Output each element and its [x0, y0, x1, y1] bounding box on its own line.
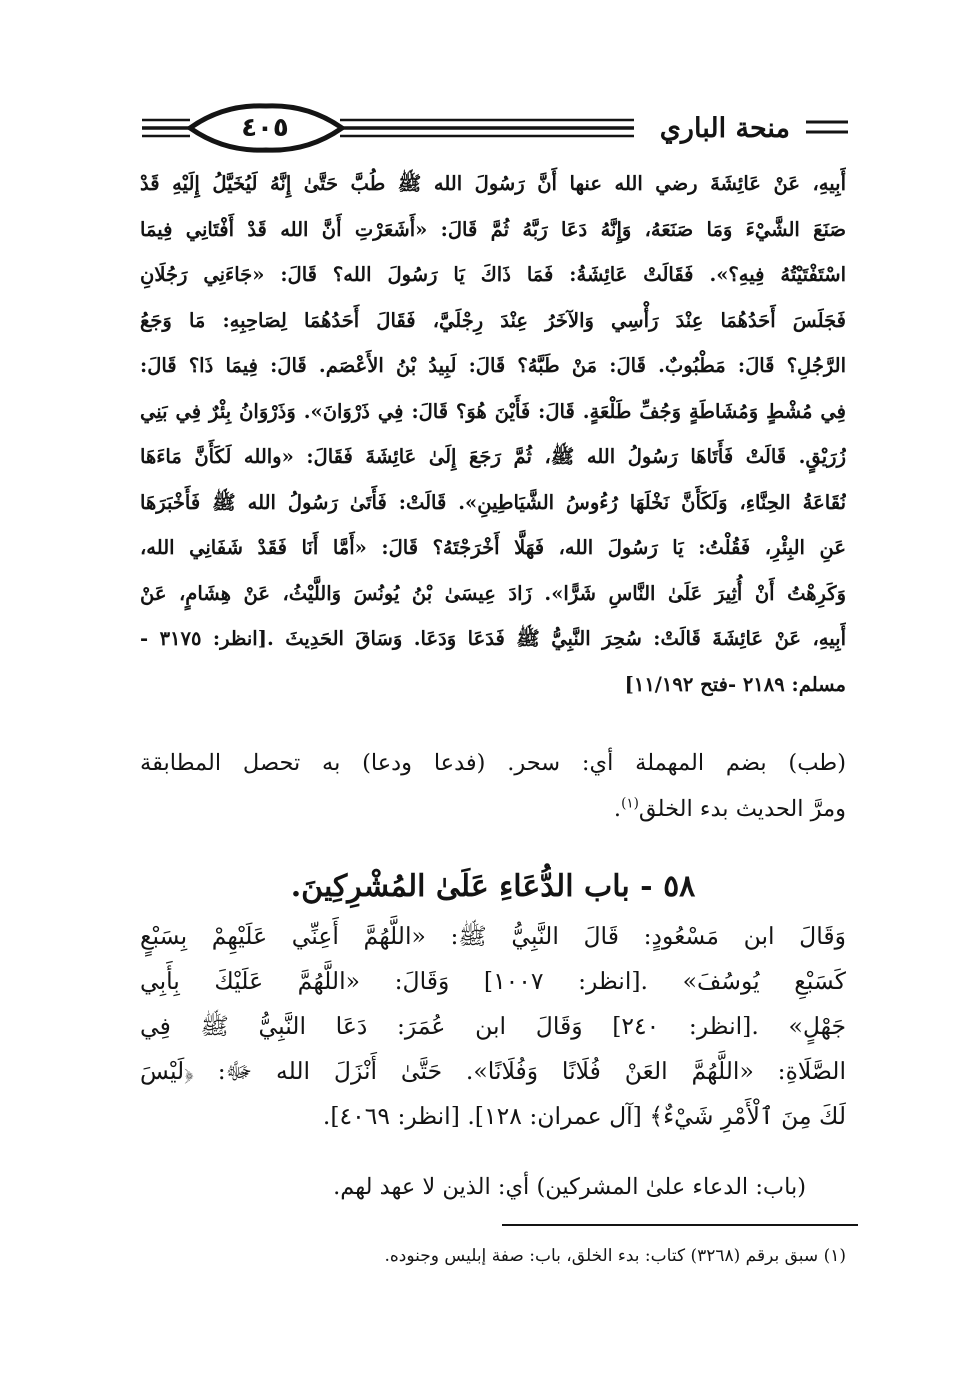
footnote-marker: (١): [621, 795, 639, 812]
hadith-line: مسلم: ٢١٨٩ -فتح ١١/١٩٢]: [624, 672, 846, 696]
chapter-line: كَسَبْعِ يُوسُفَ» .[انظر: ١٠٠٧] وَقَالَ: «اللَّهُمَّ عَلَيْكَ بِأَبِي: [140, 967, 846, 995]
footnotes: [200, 1236, 846, 1276]
chapter-line: لَكَ مِنَ ٱلْأَمْرِ شَيْءٌ﴾ [آل عمران: ١٢٨]. [انظر: ٤٠٦٩].: [322, 1102, 846, 1130]
chapter-line: وَقَالَ ابن مَسْعُودٍ: قَالَ النَّبِيُّ ﷺ: «اللَّهُمَّ أَعِنِّي عَلَيْهِمْ بِسَبْعٍ: [140, 922, 846, 950]
hadith-line: زُرَيْقٍ. قَالَتْ فَأَتَاهَا رَسُولُ الله ﷺ، ثُمَّ رَجَعَ إِلَىٰ عَائِشَةَ فَقَالَ: «والله لَكَأَنَّ مَاءَهَا: [140, 445, 846, 468]
footnote-separator: [502, 1224, 858, 1226]
hadith-line: صَنَعَ الشَّيْءَ وَمَا صَنَعَهُ، وَإِنَّهُ دَعَا رَبَّهُ ثُمَّ قَالَ: «أَشَعَرْتِ أَنَّ الله قَدْ أَفْتَانِي فِيمَا: [140, 217, 846, 241]
chapter-note-line: (باب: الدعاء علىٰ المشركين) أي: الذين لا عهد لهم.: [333, 1174, 806, 1200]
commentary-line: (طب) بضم المهملة أي: سحر. (فدعا ودعا) به تحصل المطابقة: [140, 750, 846, 776]
hadith-line: عَنِ البِئْرِ، فَقُلْتُ: يَا رَسُولَ الله، فَهَلَّا أَخْرَجْتَهُ؟ قَالَ: «أَمَّا أَنَا فَقَدْ شَفَانِي الله،: [140, 536, 846, 559]
hadith-line: فِي مُشْطٍ وَمُشَاطَةٍ وَجُفِّ طَلْعَةٍ. قَالَ: فَأَيْنَ هُوَ؟ قَالَ: فِي ذَرْوَانَ». وَذَرْوَانُ بِئْرٌ فِي بَنِي: [140, 399, 846, 423]
hadith-line: وَكَرِهْتُ أَنْ أُثِيرَ عَلَىٰ النَّاسِ شَرًّا». زَادَ عِيسَىٰ بْنُ يُونُسَ وَاللَّيْثُ، عَنْ هِشَامٍ، عَنْ: [140, 581, 846, 605]
hadith-line: الرَّجُلِ؟ قَالَ: مَطْبُوبٌ. قَالَ: مَنْ طَبَّهُ؟ قَالَ: لَبِيدُ بْنُ الأَعْصَم. قَالَ: فِيمَا ذَا؟ قَالَ:: [140, 354, 846, 377]
hadith-line: اسْتَفْتَيْتُهُ فِيهِ؟». فَقَالَتْ عَائِشَةُ: فَمَا ذَاكَ يَا رَسُولَ الله؟ قَالَ: «جَاءَنِي رَجُلَانِ: [140, 263, 846, 286]
hadith-line: نُقَاعَةُ الحِنَّاءِ، وَلَكَأَنَّ نَخْلَهَا رُءُوسُ الشَّيَاطِينِ». قَالَتْ: فَأَتَىٰ رَسُولُ الله ﷺ فَأَخْبَرَهَا: [140, 490, 846, 514]
hadith-line: أَبِيهِ، عَنْ عَائِشَةَ قَالَتْ: سُحِرَ النَّبِيُّ ﷺ فَدَعَا وَدَعَا. وَسَاقَ الحَدِيثَ .[انظر: ٣١٧٥ -: [140, 627, 846, 650]
hadith-text: [140, 161, 846, 707]
commentary: [140, 740, 846, 832]
hadith-line: أَبِيهِ، عَنْ عَائِشَةَ رضي الله عنها أَنَّ رَسُولَ الله ﷺ طُبَّ حَتَّىٰ إِنَّهُ لَيُخَيَّلُ إِلَيْهِ قَدْ: [140, 172, 846, 195]
commentary-line: [140, 786, 846, 832]
commentary-end: .: [613, 796, 622, 822]
chapter-heading: ٥٨ - باب الدُّعَاءِ عَلَىٰ المُشْرِكِينَ.: [290, 869, 696, 904]
footnote-line: (١) سبق برقم (٣٢٦٨) كتاب: بدء الخلق، باب: صفة إبليس وجنوده.: [384, 1246, 846, 1266]
chapter-line: الصَّلَاةِ: «اللَّهُمَّ العَنْ فُلَانًا وَفُلَانًا». حَتَّىٰ أَنْزَلَ الله ﷻ: ﴿لَيْسَ: [140, 1057, 846, 1085]
commentary-text: ومرَّ الحديث بدء الخلق: [638, 796, 846, 822]
chapter-commentary: [150, 1165, 806, 1209]
page-number: ٤٠٥: [241, 113, 289, 143]
running-title: منحة الباري: [659, 113, 790, 144]
hadith-line: فَجَلَسَ أَحَدُهُمَا عِنْدَ رَأْسِي وَالآخَرُ عِنْدَ رِجْلَيَّ، فَقَالَ أَحَدُهُمَا لِصَاحِبِهِ: مَا وَجَعُ: [140, 308, 846, 332]
page-header: [128, 98, 848, 160]
chapter-body: [140, 914, 846, 1139]
chapter-line: جَهْلٍ» .[انظر: ٢٤٠] وَقَالَ ابن عُمَرَ: دَعَا النَّبِيُّ ﷺ فِي: [140, 1012, 846, 1040]
